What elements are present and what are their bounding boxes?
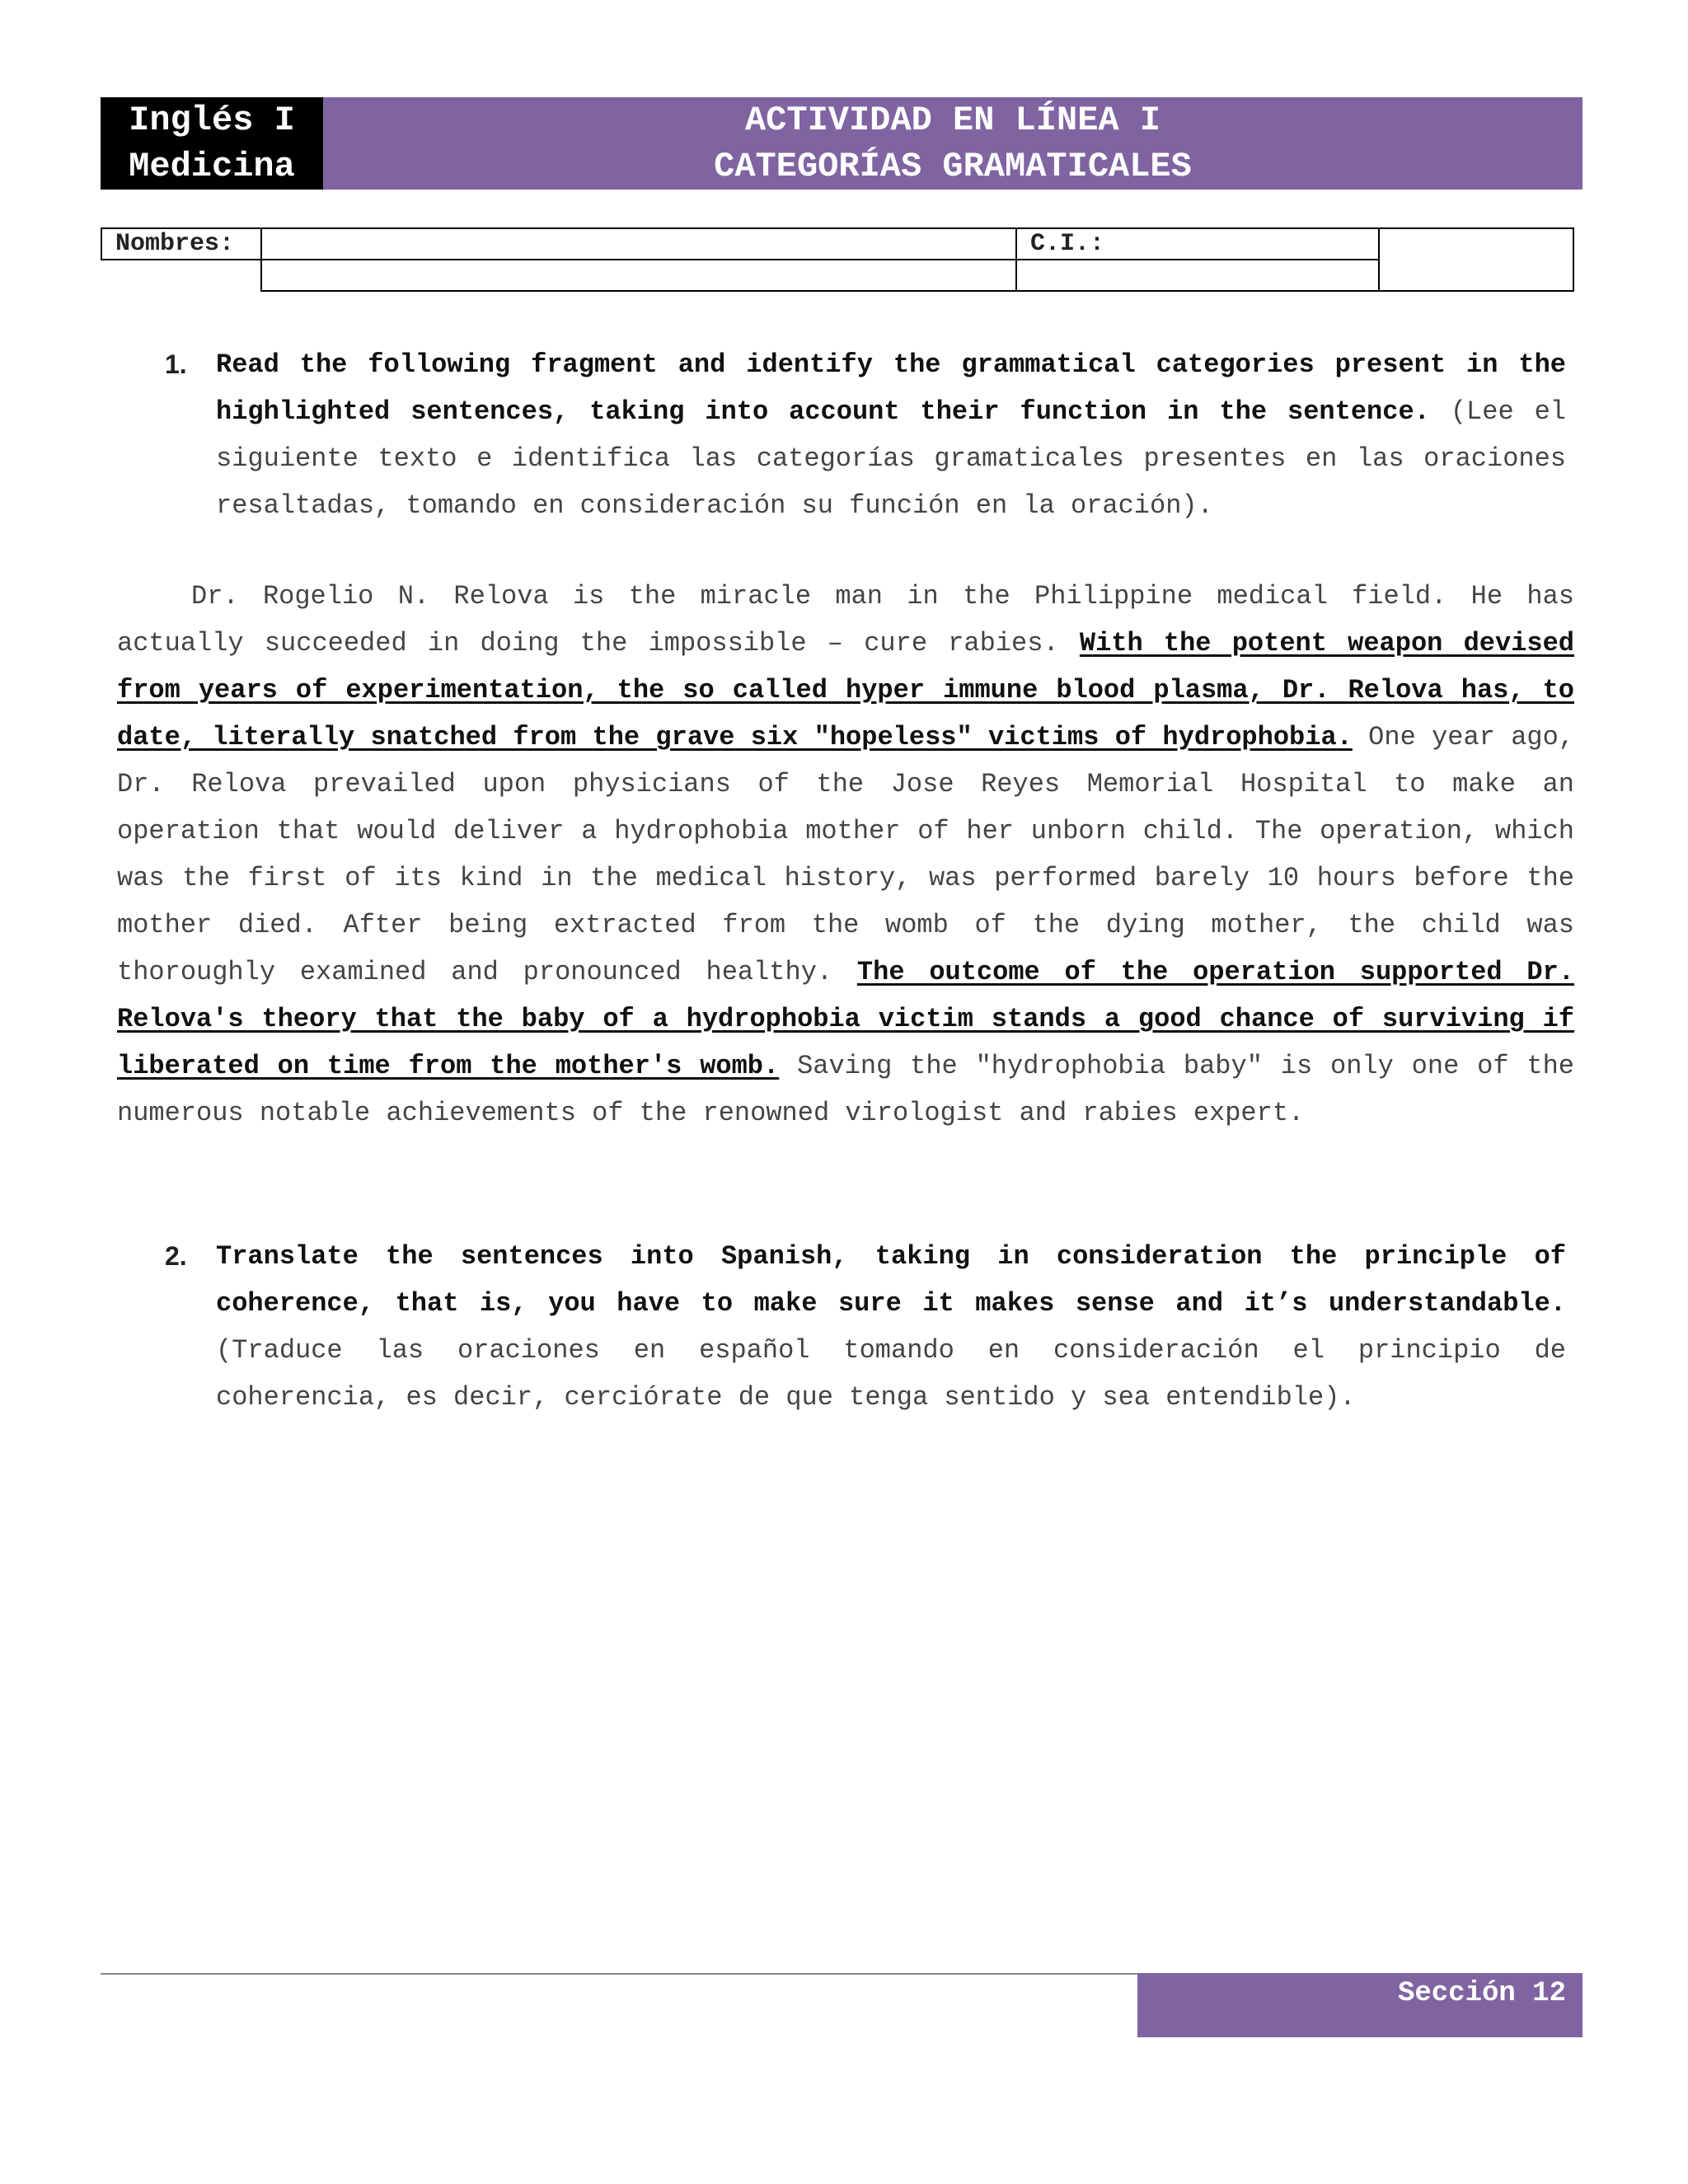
section-badge [1137,1973,1582,2037]
question-1-number: 1. [165,349,187,379]
highlighted-sentence-1: With the potent weapon devised from years of experimentation, the so called hyper immune blood plasma, Dr. Relova has, to date, literally snatched from the grave six "hopeless" victims of hydrophobia. [117,628,1575,752]
passage-text-2: One year ago, Dr. Relova prevailed upon physicians of the Jose Reyes Memorial Hospital to make an operation that would deliver a hydrophobia mother of her unborn child. The operation, which was the first of its kind in the medical history, was performed barely 10 hours before the mother died. After being extracted from the womb of the dying mother, the child was thoroughly examined and pronounced healthy. [117,722,1575,987]
question-2 [165,1233,1566,1421]
question-1-spanish: (Lee el siguiente texto e identifica las categorías gramaticales presentes en las oraciones resaltadas, tomando en consideración su función en la oración). [216,396,1567,521]
student-info-form [101,227,1574,292]
question-2-number: 2. [165,1241,187,1271]
names-field-2[interactable] [261,260,1016,291]
question-2-spanish: (Traduce las oraciones en español tomando en consideración el principio de coherencia, es decir, cerciórate de que tenga sentido y sea entendible). [216,1335,1566,1413]
question-1-english: Read the following fragment and identify the grammatical categories present in the highlighted sentences, taking into account their function in the sentence. [216,349,1566,427]
names-field-1[interactable] [261,228,1016,260]
course-label [101,97,323,190]
activity-title-banner [323,97,1582,190]
question-2-english: Translate the sentences into Spanish, taking in consideration the principle of coherence, that is, you have to make sure it makes sense and it’s understandable. [216,1241,1566,1319]
names-label: Nombres: [101,228,261,260]
highlighted-sentence-2: The outcome of the operation supported Dr. Relova's theory that the baby of a hydrophobia victim stands a good chance of surviving if liberated on time from the mother's womb. [117,957,1574,1081]
section-label: Sección 12 [1397,1978,1566,2009]
activity-title: ACTIVIDAD EN LÍNEA I [744,101,1161,140]
question-1 [165,341,1566,529]
ci-field[interactable] [1016,260,1379,291]
passage-text-3: Saving the "hydrophobia baby" is only one of the numerous notable achievements of the renowned virologist and rabies expert. [117,1051,1575,1128]
ci-label: C.I.: [1016,228,1379,260]
activity-subtitle: CATEGORÍAS GRAMATICALES [714,147,1192,186]
names-label-spacer [101,260,261,291]
course-name: Inglés I [129,101,295,140]
extra-field[interactable] [1379,228,1573,291]
course-faculty: Medicina [129,147,295,186]
passage-text-1: Dr. Rogelio N. Relova is the miracle man in the Philippine medical field. He has actually succeeded in doing the impossible – cure rabies. [117,581,1574,658]
reading-passage [117,573,1574,1137]
footer-divider [101,1973,1139,1975]
